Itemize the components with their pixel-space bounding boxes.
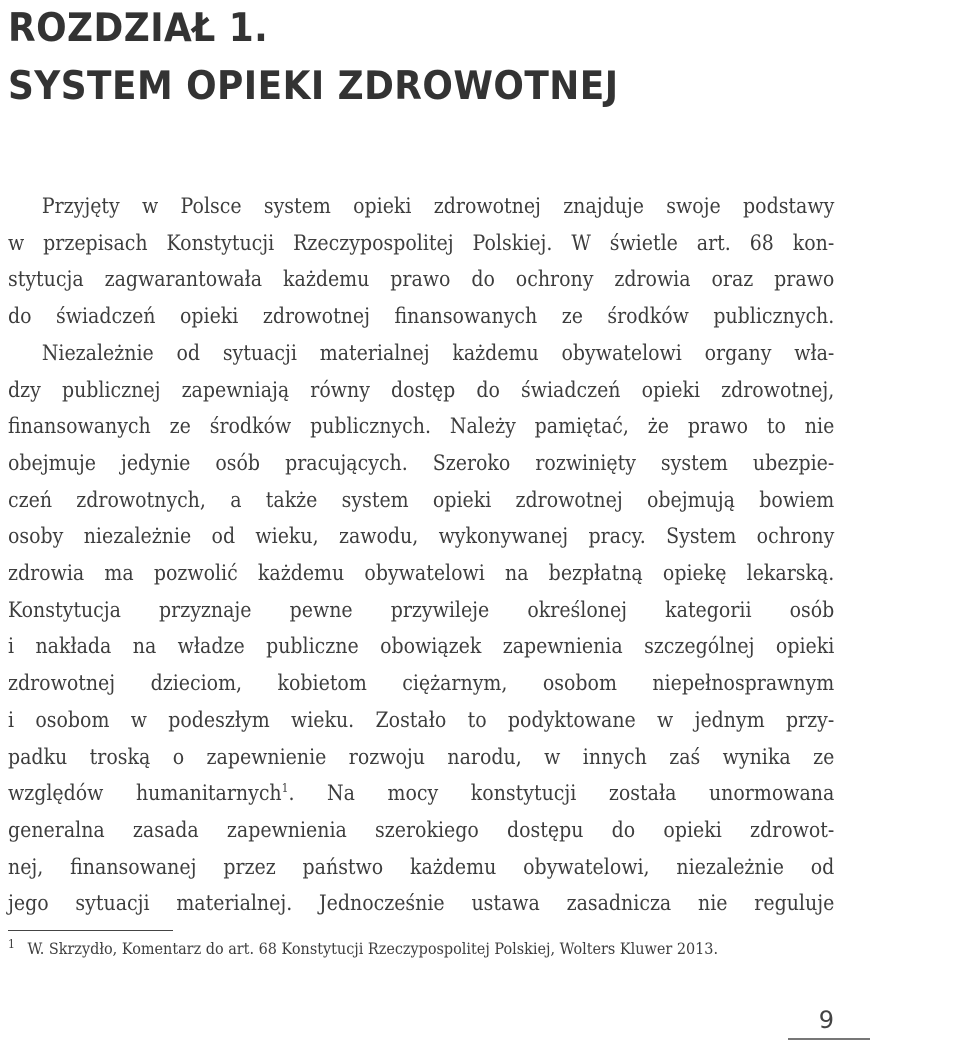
paragraph-line: w przepisach Konstytucji Rzeczypospolitej Polskiej. W świetle art. 68 kon- — [8, 230, 835, 256]
paragraph-line: czeń zdrowotnych, a także system opieki zdrowotnej obejmują bowiem — [8, 487, 835, 513]
paragraph-line: do świadczeń opieki zdrowotnej finansowanych ze środków publicznych. — [8, 304, 835, 330]
body-text — [8, 189, 834, 923]
chapter-title: SYSTEM OPIEKI ZDROWOTNEJ — [8, 64, 619, 109]
paragraph-line: i nakłada na władze publiczne obowiązek zapewnienia szczególnej opieki — [8, 634, 835, 660]
chapter-heading — [8, 0, 619, 116]
paragraph-line: stytucja zagwarantowała każdemu prawo do ochrony zdrowia oraz prawo — [8, 267, 835, 293]
paragraph-line: zdrowotnej dzieciom, kobietom ciężarnym, osobom niepełnosprawnym — [8, 671, 835, 697]
paragraph-line-with-footnote: względów humanitarnych$^1$. Na mocy konstytucji została unormowana — [8, 781, 835, 807]
paragraph-text: Na mocy konstytucji została unormowana — [327, 781, 835, 807]
paragraph-text: względów humanitarnych — [8, 781, 282, 807]
paragraph-line: padku troską o zapewnienie rozwoju narodu, w innych zaś wynika ze — [8, 744, 835, 770]
paragraph-line: zdrowia ma pozwolić każdemu obywatelowi na bezpłatną opiekę lekarską. — [8, 561, 835, 587]
paragraph-line: generalna zasada zapewnienia szerokiego dostępu do opieki zdrowot- — [8, 817, 835, 843]
paragraph-line: Przyjęty w Polsce system opieki zdrowotnej znajduje swoje podstawy — [41, 194, 835, 219]
paragraph-line: finansowanych ze środków publicznych. Należy pamiętać, że prawo to nie — [8, 414, 835, 440]
paragraph-line: obejmuje jedynie osób pracujących. Szeroko rozwinięty system ubezpie- — [8, 450, 835, 476]
footnote-reference[interactable]: 1 — [281, 781, 289, 796]
paragraph-line: jego sytuacji materialnej. Jednocześnie ustawa zasadnicza nie reguluje — [8, 891, 835, 917]
chapter-number: ROZDZIAŁ 1. — [8, 6, 269, 51]
paragraph-line: nej, finansowanej przez państwo każdemu obywatelowi, niezależnie od — [8, 854, 835, 880]
paragraph-line: i osobom w podeszłym wieku. Zostało to podyktowane w jednym przy- — [8, 707, 835, 733]
footnote — [8, 936, 764, 962]
footnote-text: W. Skrzydło, Komentarz do art. 68 Konstytucji Rzeczypospolitej Polskiej, Wolters Kluwer 2013. — [27, 939, 719, 958]
paragraph-line: osoby niezależnie od wieku, zawodu, wykonywanej pracy. System ochrony — [8, 524, 835, 550]
footnote-number: 1 — [8, 936, 15, 951]
paragraph-line: Niezależnie od sytuacji materialnej każdemu obywatelowi organy wła- — [41, 340, 835, 366]
footnote-divider — [8, 930, 173, 931]
paragraph-line: dzy publicznej zapewniają równy dostęp do świadczeń opieki zdrowotnej, — [8, 377, 835, 403]
page-number: 9 — [818, 1006, 834, 1034]
paragraph-line: Konstytucja przyznaje pewne przywileje określonej kategorii osób — [8, 597, 835, 623]
